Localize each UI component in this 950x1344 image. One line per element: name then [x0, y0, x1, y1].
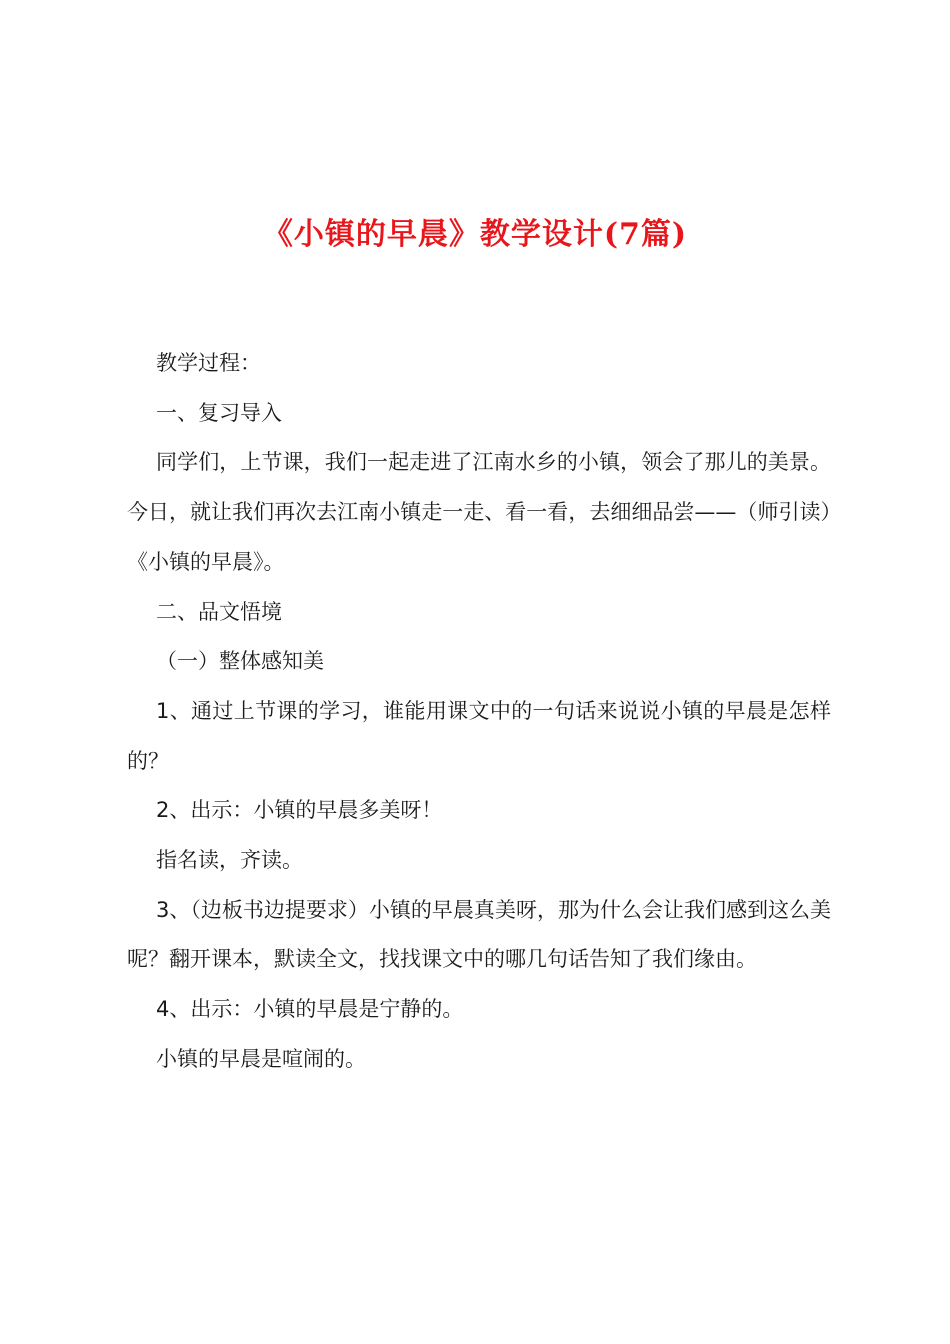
paragraph-subsection-overall: （一）整体感知美	[156, 649, 324, 674]
paragraph-teaching-process: 教学过程：	[156, 351, 261, 375]
paragraph-section-reading: 二、品文悟境	[156, 599, 282, 624]
paragraph-item-4: 4、出示：小镇的早晨是宁静的。	[156, 997, 464, 1022]
document-title: 《小镇的早晨》教学设计(7篇)	[262, 217, 688, 252]
paragraph-read-aloud: 指名读，齐读。	[156, 848, 303, 873]
paragraph-lively: 小镇的早晨是喧闹的。	[156, 1046, 366, 1071]
paragraph-section-review: 一、复习导入	[156, 400, 282, 425]
paragraph-item-3: 3、（边板书边提要求）小镇的早晨真美呀，那为什么会让我们感到这么美呢？翻开课本，默读全文，找找课文中的哪几句话告知了我们缘由。	[127, 897, 831, 972]
paragraph-item-2: 2、出示：小镇的早晨多美呀！	[156, 798, 443, 823]
document-body	[127, 339, 831, 1085]
paragraph-intro-text: 同学们，上节课，我们一起走进了江南水乡的小镇，领会了那儿的美景。今日，就让我们再次去江南小镇走一走、看一看，去细细品尝——（师引读）《小镇的早晨》。	[127, 450, 831, 574]
paragraph-item-1: 1、通过上节课的学习，谁能用课文中的一句话来说说小镇的早晨是怎样的？	[127, 698, 831, 773]
